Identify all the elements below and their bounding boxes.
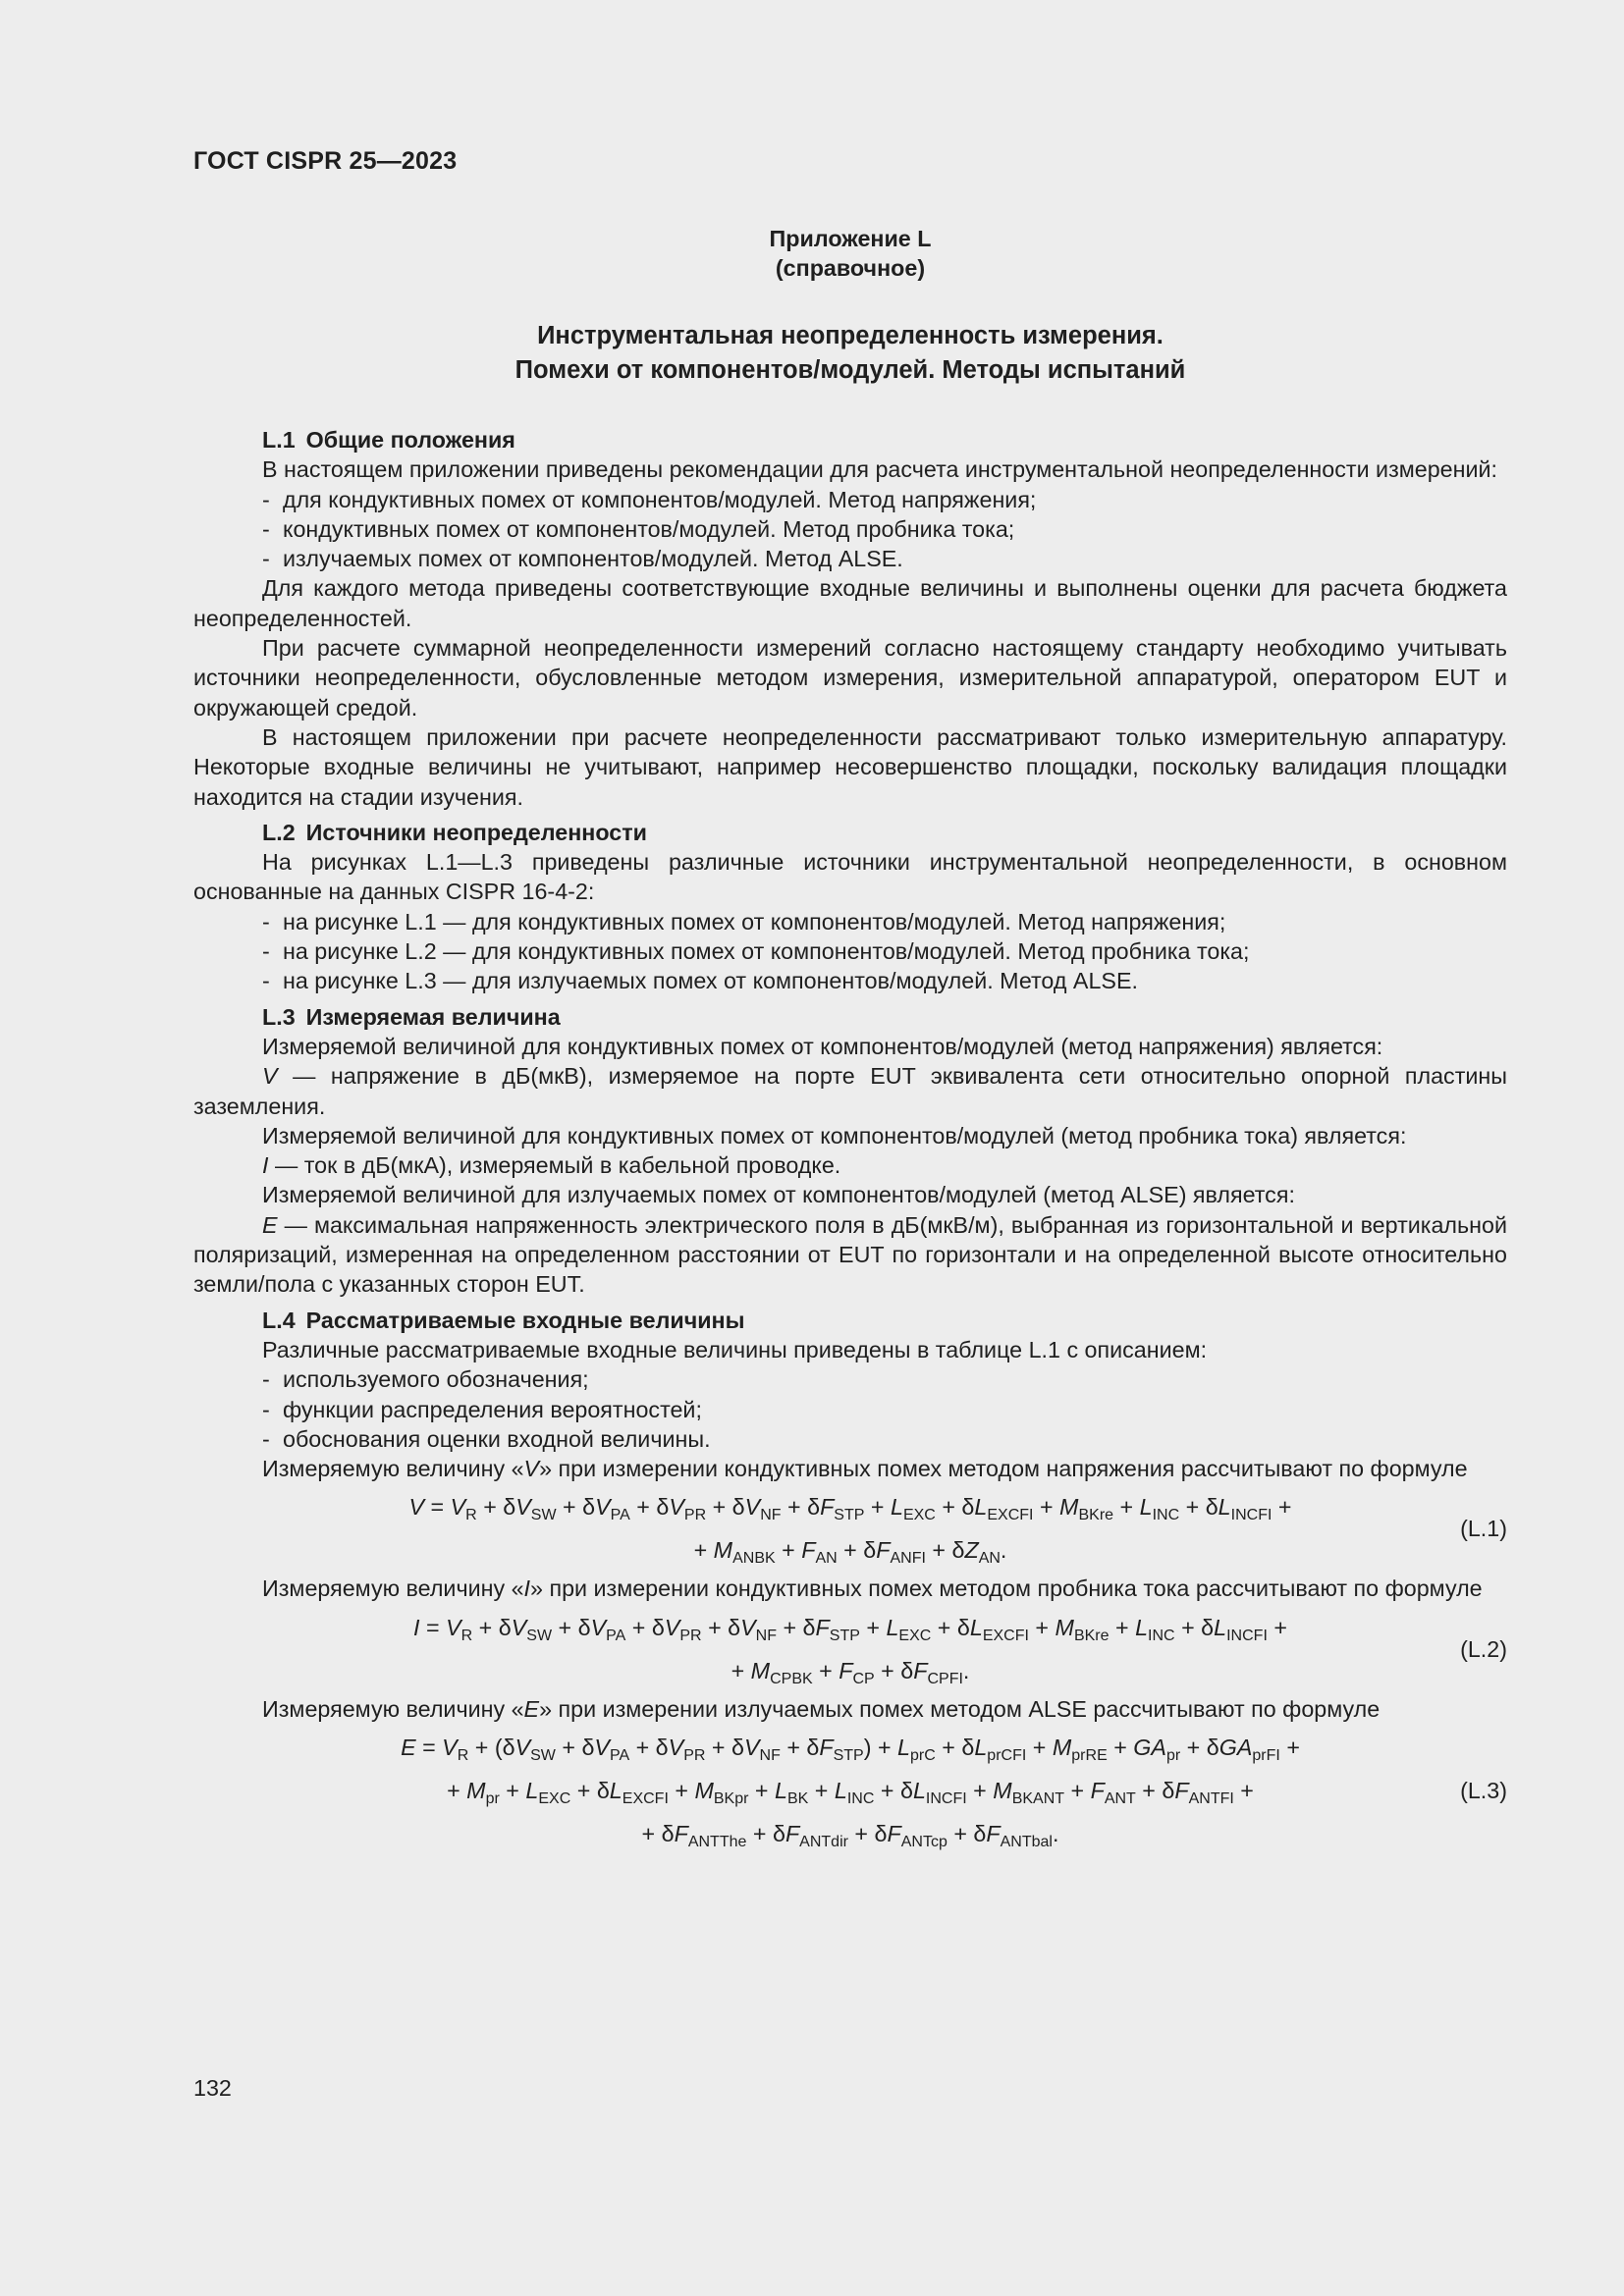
list-item: - на рисунке L.1 — для кондуктивных помех от компонентов/модулей. Метод напряжения; (262, 908, 1226, 934)
equation-number: (L.3) (1460, 1777, 1507, 1803)
section-heading-l4: L.4 Рассматриваемые входные величины (262, 1307, 745, 1333)
formula-line: + $M_{pr} + L_{EXC} + \delta L_{EXCFI} + M_{BKpr} + L_{BK} + L_{INC} + \delta L_{INCFI} + M_{BKANT} + F_{ANT} + \delta F_{ANTFI}$ + (447, 1777, 1254, 1807)
list-item: - на рисунке L.2 — для кондуктивных помех от компонентов/модулей. Метод пробника тока; (262, 938, 1250, 965)
formula-intro-v: Измеряемую величину «V» при измерении кондуктивных помех методом напряжения рассчитывают по формуле (262, 1456, 1468, 1482)
body-text (193, 425, 1507, 1857)
equation-number: (L.2) (1460, 1635, 1507, 1662)
formula-line: + $\delta F_{ANTThe} + \delta F_{ANTdir} + \delta F_{ANTcp} + \delta F_{ANTbal}$. (641, 1820, 1059, 1850)
paragraph: Для каждого метода приведены соответствующие входные величины и выполнены оценки для расчета бюджета неопределенностей. (193, 575, 1507, 631)
list-item: - на рисунке L.3 — для излучаемых помех от компонентов/модулей. Метод ALSE. (262, 968, 1138, 994)
definition-v: V — напряжение в дБ(мкВ), измеряемое на порте EUT эквивалента сети относительно опорной пластины заземления. (193, 1063, 1507, 1119)
paragraph: На рисунках L.1—L.3 приведены различные источники инструментальной неопределенности, в основном основанные на данных CISPR 16-4-2: (193, 849, 1507, 905)
definition-i: I — ток в дБ(мкА), измеряемый в кабельной проводке. (262, 1152, 841, 1179)
main-title (193, 319, 1507, 388)
list-item: - кондуктивных помех от компонентов/модулей. Метод пробника тока; (262, 515, 1015, 542)
formula-line: + $M_{CPBK} + F_{CP} + \delta F_{CPFI}$. (731, 1657, 970, 1687)
formula-line: $V = V_R + \delta V_{SW} + \delta V_{PA} + \delta V_{PR} + \delta V_{NF} + \delta F_{STP} + L_{EXC} + \delta L_{EXCFI} + M_{BKre} + L_{INC} + \delta L_{INCFI}$ + (408, 1494, 1292, 1524)
formula-intro-e: Измеряемую величину «E» при измерении излучаемых помех методом ALSE рассчитывают по формуле (262, 1695, 1380, 1722)
formula-intro-i: Измеряемую величину «I» при измерении кондуктивных помех методом пробника тока рассчитывают по формуле (262, 1575, 1483, 1602)
formula-l2 (193, 1606, 1507, 1692)
list-item: - используемого обозначения; (262, 1366, 589, 1393)
formula-l1 (193, 1485, 1507, 1572)
page-number: 132 (193, 2075, 232, 2101)
definition-e: E — максимальная напряженность электрического поля в дБ(мкВ/м), выбранная из горизонтальной и вертикальной поляризаций, измеренная на определенном расстоянии от EUT по горизонтали и на определенной высоте относительно земли/пола с указанных сторон EUT. (193, 1211, 1507, 1298)
formula-l3 (193, 1726, 1507, 1855)
paragraph: Измеряемой величиной для излучаемых помех от компонентов/модулей (метод ALSE) является: (262, 1182, 1295, 1208)
document-id: ГОСТ CISPR 25—2023 (193, 147, 458, 175)
appendix-heading (193, 224, 1507, 283)
paragraph: Измеряемой величиной для кондуктивных помех от компонентов/модулей (метод пробника тока) является: (262, 1122, 1407, 1148)
paragraph: В настоящем приложении при расчете неопределенности рассматривают только измерительную аппаратуру. Некоторые входные величины не учитывают, например несовершенство площадки, поскольку валидация площадки находится на стадии изучения. (193, 723, 1507, 810)
paragraph: Различные рассматриваемые входные величины приведены в таблице L.1 с описанием: (262, 1336, 1208, 1362)
formula-line: + $M_{ANBK} + F_{AN} + \delta F_{ANFI} + \delta Z_{AN}$. (693, 1537, 1007, 1568)
paragraph: В настоящем приложении приведены рекомендации для расчета инструментальной неопределенности измерений: (262, 456, 1498, 483)
equation-number: (L.1) (1460, 1516, 1507, 1542)
list-item: - излучаемых помех от компонентов/модулей. Метод ALSE. (262, 546, 903, 572)
section-heading-l3: L.3 Измеряемая величина (262, 1003, 561, 1030)
section-heading-l2: L.2 Источники неопределенности (262, 819, 647, 845)
paragraph: При расчете суммарной неопределенности измерений согласно настоящему стандарту необходимо учитывать источники неопределенности, обусловленные методом измерения, измерительной аппаратурой, оператором EUT и окружающей средой. (193, 635, 1507, 721)
appendix-title: Приложение L (769, 226, 932, 251)
formula-line: $E = V_R + (\delta V_{SW} + \delta V_{PA} + \delta V_{PR} + \delta V_{NF} + \delta F_{STP}) + L_{prC} + \delta L_{prCFI} + M_{prRE} + GA_{pr} + \delta GA_{prFI}$ + (401, 1734, 1300, 1764)
list-item: - функции распределения вероятностей; (262, 1396, 702, 1422)
list-item: - обоснования оценки входной величины. (262, 1425, 711, 1452)
paragraph: Измеряемой величиной для кондуктивных помех от компонентов/модулей (метод напряжения) является: (262, 1033, 1383, 1059)
section-heading-l1: L.1 Общие положения (262, 427, 515, 453)
content-area (193, 0, 1507, 2296)
appendix-type: (справочное) (775, 255, 926, 281)
formula-line: $I = V_R + \delta V_{SW} + \delta V_{PA} + \delta V_{PR} + \delta V_{NF} + \delta F_{STP} + L_{EXC} + \delta L_{EXCFI} + M_{BKre} + L_{INC} + \delta L_{INCFI}$ + (413, 1614, 1287, 1644)
main-title-line1: Инструментальная неопределенность измерения. (537, 322, 1164, 349)
main-title-line2: Помехи от компонентов/модулей. Методы испытаний (514, 356, 1186, 384)
list-item: - для кондуктивных помех от компонентов/модулей. Метод напряжения; (262, 486, 1037, 512)
